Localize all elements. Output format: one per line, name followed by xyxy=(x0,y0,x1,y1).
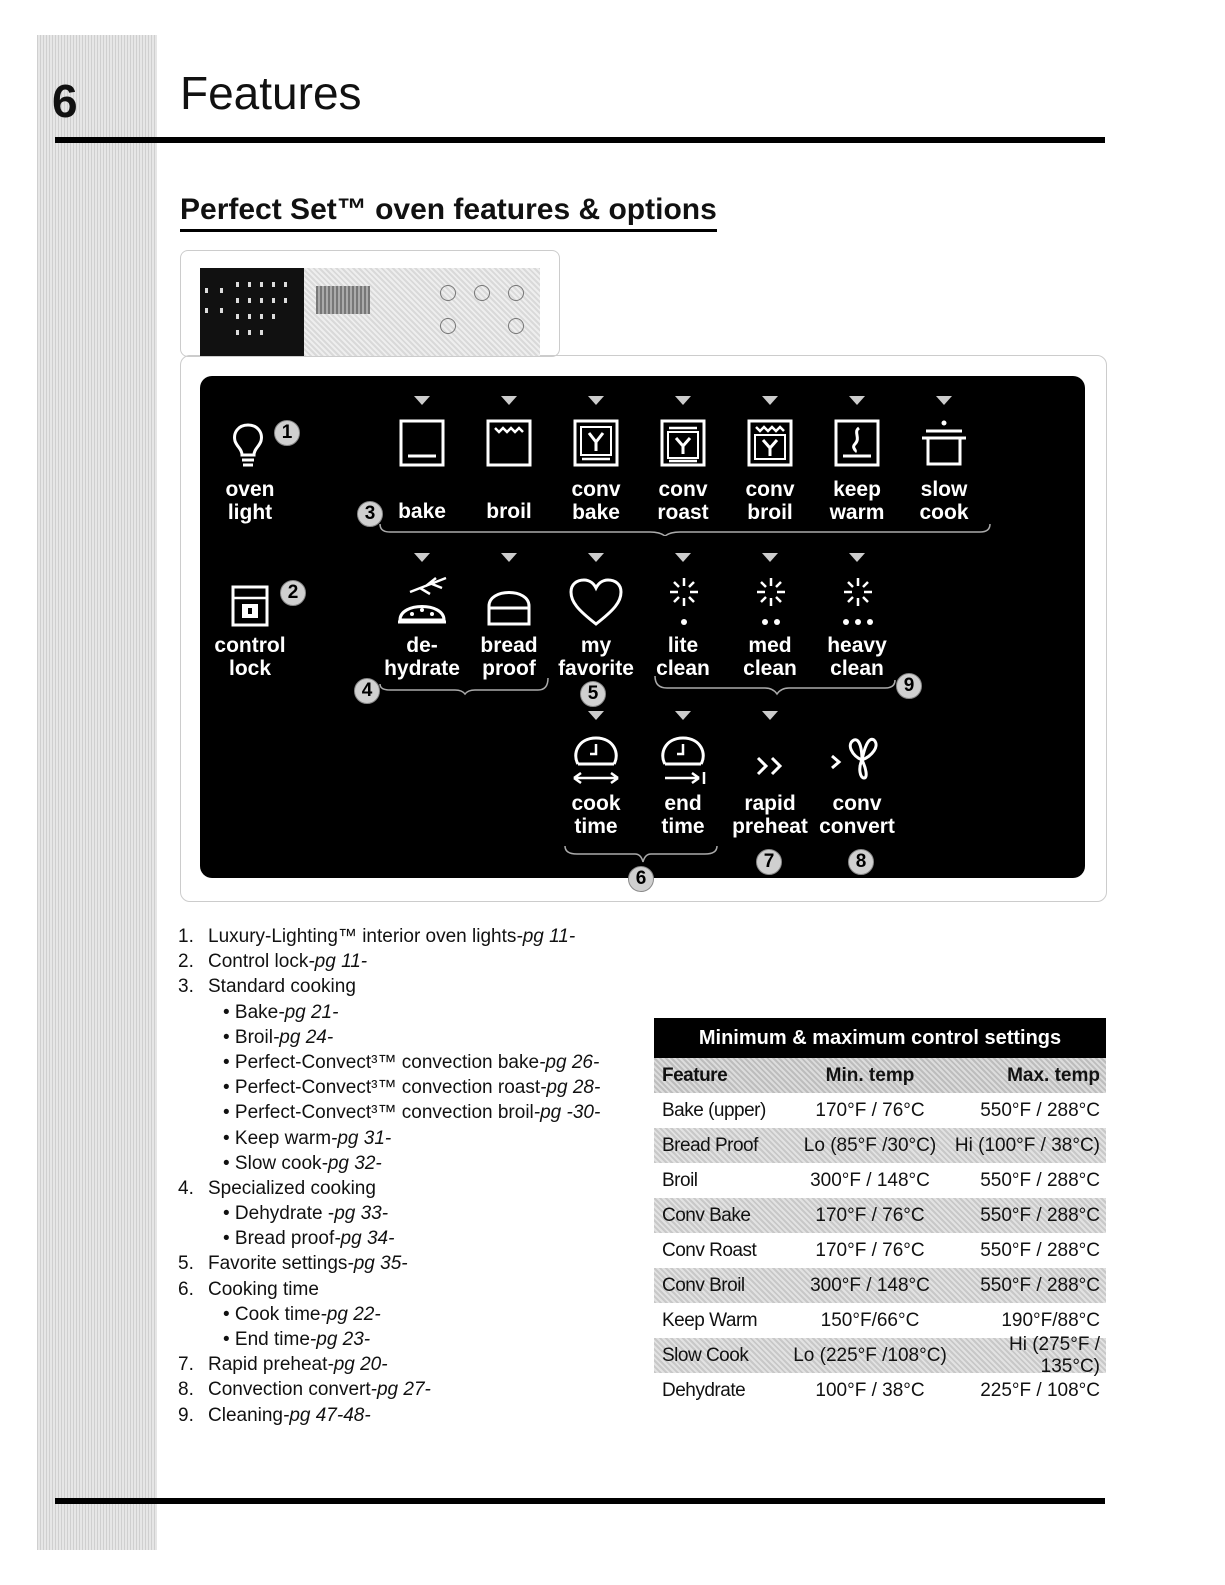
arrow-icon xyxy=(675,711,691,720)
callout-badge-9: 9 xyxy=(896,673,922,699)
lite-clean-icon xyxy=(668,576,700,630)
list-item: • Slow cook -pg 32- xyxy=(223,1152,382,1174)
lite-clean-key[interactable]: lite clean xyxy=(656,634,710,680)
control-panel-thumbnail-screen xyxy=(316,286,370,314)
slow-cook-pot-icon xyxy=(920,418,968,468)
arrow-icon xyxy=(849,553,865,562)
oven-light-key[interactable]: oven light xyxy=(225,478,275,524)
header-min-temp: Min. temp xyxy=(825,1064,915,1086)
table-header xyxy=(654,1058,1106,1093)
header-feature: Feature xyxy=(662,1064,728,1086)
end-time-key[interactable]: end time xyxy=(661,792,705,838)
heavy-clean-key[interactable]: heavy clean xyxy=(827,634,887,680)
dehydrate-icon xyxy=(396,574,448,628)
arrow-icon xyxy=(849,396,865,405)
list-item: • Broil -pg 24- xyxy=(223,1026,334,1048)
knob-icon xyxy=(508,285,524,301)
bread-proof-icon xyxy=(483,584,535,628)
callout-badge-5: 5 xyxy=(580,681,606,707)
arrow-icon xyxy=(762,553,778,562)
callout-badge-1: 1 xyxy=(274,420,300,446)
knob-icon xyxy=(440,285,456,301)
callout-badge-8: 8 xyxy=(848,849,874,875)
arrow-icon xyxy=(762,711,778,720)
conv-bake-icon xyxy=(572,418,620,468)
top-rule xyxy=(55,137,1105,143)
table-row: Keep Warm 150°F/66°C 190°F/88°C xyxy=(662,1309,1100,1331)
double-chevron-icon xyxy=(754,754,788,778)
list-item: • Bake -pg 21- xyxy=(223,1001,339,1023)
control-lock-icon xyxy=(230,584,270,628)
list-item: 3. Standard cooking xyxy=(178,976,356,998)
arrow-icon xyxy=(501,396,517,405)
side-strip xyxy=(37,35,157,1550)
conv-bake-key[interactable]: conv bake xyxy=(571,478,621,524)
broil-icon xyxy=(485,418,533,468)
arrow-icon xyxy=(675,553,691,562)
table-row: Bake (upper) 170°F / 76°C 550°F / 288°C xyxy=(662,1099,1100,1121)
list-item: • Bread proof -pg 34- xyxy=(223,1228,395,1250)
med-clean-icon xyxy=(755,576,787,630)
dehydrate-key[interactable]: de- hydrate xyxy=(384,634,460,680)
cook-time-clock-icon xyxy=(570,732,622,788)
cook-time-key[interactable]: cook time xyxy=(571,792,621,838)
list-item: 9. Cleaning -pg 47-48- xyxy=(178,1404,371,1426)
my-favorite-key[interactable]: my favorite xyxy=(558,634,634,680)
table-row: Conv Broil 300°F / 148°C 550°F / 288°C xyxy=(654,1268,1106,1303)
group-brace xyxy=(350,496,1000,536)
chapter-number: 6 xyxy=(52,75,78,127)
callout-badge-4: 4 xyxy=(354,678,380,704)
rapid-preheat-key[interactable]: rapid preheat xyxy=(732,792,808,838)
list-item: 8. Convection convert -pg 27- xyxy=(178,1379,431,1401)
callout-badge-3: 3 xyxy=(357,501,383,527)
heart-icon xyxy=(568,578,624,628)
light-bulb-icon xyxy=(230,421,266,471)
control-settings-table xyxy=(654,1018,1106,1408)
feature-list xyxy=(178,924,628,1428)
list-item: • Perfect-Convect³™ convection bake -pg 26- xyxy=(223,1051,600,1073)
arrow-icon xyxy=(675,396,691,405)
arrow-icon xyxy=(762,396,778,405)
list-item: 5. Favorite settings -pg 35- xyxy=(178,1253,408,1275)
list-item: • Perfect-Convect³™ convection broil -pg -30- xyxy=(223,1102,601,1124)
conv-broil-icon xyxy=(746,418,794,468)
keep-warm-icon xyxy=(833,418,881,468)
table-row: Dehydrate 100°F / 38°C 225°F / 108°C xyxy=(662,1379,1100,1401)
bread-proof-key[interactable]: bread proof xyxy=(480,634,538,680)
knob-icon xyxy=(508,318,524,334)
list-item: • Keep warm -pg 31- xyxy=(223,1127,392,1149)
bake-key[interactable]: bake xyxy=(398,500,446,523)
arrow-icon xyxy=(936,396,952,405)
list-item: 4. Specialized cooking xyxy=(178,1177,376,1199)
table-title: Minimum & maximum control settings xyxy=(654,1018,1106,1058)
bottom-rule xyxy=(55,1498,1105,1504)
bake-icon xyxy=(398,418,446,468)
arrow-icon xyxy=(588,711,604,720)
med-clean-key[interactable]: med clean xyxy=(743,634,797,680)
conv-roast-key[interactable]: conv roast xyxy=(657,478,709,524)
list-item: 1. Luxury-Lighting™ interior oven lights -pg 11- xyxy=(178,926,576,947)
callout-badge-6: 6 xyxy=(628,866,654,892)
table-row: Conv Roast 170°F / 76°C 550°F / 288°C xyxy=(662,1239,1100,1261)
knob-icon xyxy=(440,318,456,334)
callout-badge-2: 2 xyxy=(280,580,306,606)
list-item: • Cook time -pg 22- xyxy=(223,1303,381,1325)
arrow-icon xyxy=(501,553,517,562)
slow-cook-key[interactable]: slow cook xyxy=(919,478,969,524)
list-item: • Perfect-Convect³™ convection roast -pg 28- xyxy=(223,1077,601,1099)
keep-warm-key[interactable]: keep warm xyxy=(829,478,885,524)
table-row: Bread Proof Lo (85°F /30°C) Hi (100°F / 38°C) xyxy=(654,1128,1106,1163)
group-brace xyxy=(555,834,735,868)
arrow-icon xyxy=(414,553,430,562)
conv-convert-key[interactable]: conv convert xyxy=(819,792,895,838)
callout-badge-7: 7 xyxy=(756,849,782,875)
group-brace xyxy=(645,666,915,696)
heavy-clean-icon xyxy=(840,576,876,630)
arrow-icon xyxy=(588,553,604,562)
list-item: 2. Control lock -pg 11- xyxy=(178,951,368,973)
broil-key[interactable]: broil xyxy=(486,500,532,523)
list-item: • End time -pg 23- xyxy=(223,1329,371,1350)
list-item: • Dehydrate - pg 33- xyxy=(223,1203,389,1225)
keypad-panel xyxy=(200,376,1085,878)
conv-broil-key[interactable]: conv broil xyxy=(745,478,795,524)
group-brace xyxy=(370,666,570,696)
section-title: Perfect Set™ oven features & options xyxy=(180,193,717,232)
conv-roast-icon xyxy=(659,418,707,468)
table-row: Conv Bake 170°F / 76°C 550°F / 288°C xyxy=(654,1198,1106,1233)
conv-convert-fan-icon xyxy=(830,736,886,782)
control-lock-key[interactable]: control lock xyxy=(214,634,286,680)
table-row: Slow Cook Lo (225°F /108°C) Hi (275°F / 135°C) xyxy=(654,1338,1106,1373)
header-max-temp: Max. temp xyxy=(1007,1064,1100,1086)
control-panel-thumbnail-keys xyxy=(200,268,304,356)
list-item: 6. Cooking time xyxy=(178,1278,319,1300)
chapter-title: Features xyxy=(180,67,362,119)
arrow-icon xyxy=(588,396,604,405)
knob-icon xyxy=(474,285,490,301)
arrow-icon xyxy=(414,396,430,405)
list-item: 7. Rapid preheat -pg 20- xyxy=(178,1354,388,1376)
table-row: Broil 300°F / 148°C 550°F / 288°C xyxy=(662,1169,1100,1191)
end-time-clock-icon xyxy=(657,732,709,788)
